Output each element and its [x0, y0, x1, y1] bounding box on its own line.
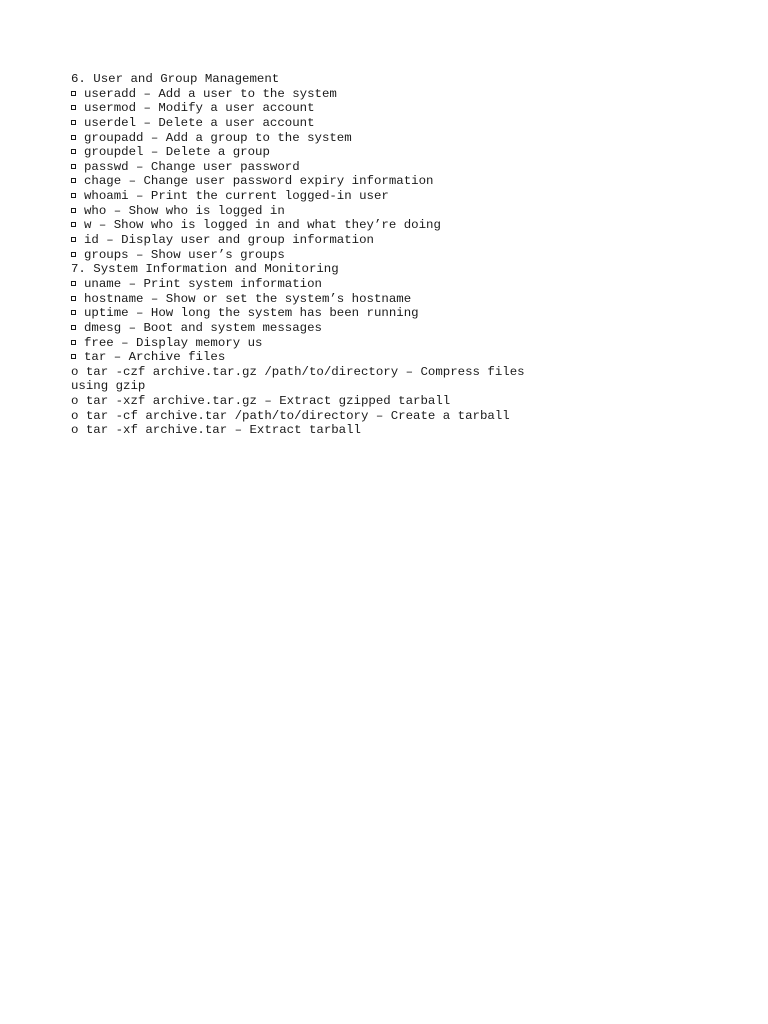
- list-item: who – Show who is logged in: [71, 204, 711, 219]
- list-item: dmesg – Boot and system messages: [71, 321, 711, 336]
- square-bullet-icon: [71, 135, 76, 140]
- sub-list-item: o tar -czf archive.tar.gz /path/to/directory – Compress files: [71, 364, 525, 379]
- list-item: uptime – How long the system has been running: [71, 306, 711, 321]
- circle-bullet-marker: o: [71, 408, 79, 423]
- square-bullet-icon: [71, 208, 76, 213]
- list-item: uname – Print system information: [71, 277, 711, 292]
- sub-list-item: o tar -xzf archive.tar.gz – Extract gzipped tarball: [71, 394, 451, 409]
- list-item: tar – Archive files: [71, 350, 711, 365]
- list-item: free – Display memory us: [71, 336, 711, 351]
- square-bullet-icon: [71, 193, 76, 198]
- square-bullet-icon: [71, 91, 76, 96]
- circle-bullet-marker: o: [71, 394, 79, 409]
- circle-bullet-marker: o: [71, 423, 79, 438]
- square-bullet-icon: [71, 310, 76, 315]
- section-heading: 6. User and Group Management: [71, 72, 280, 86]
- square-bullet-icon: [71, 120, 76, 125]
- sub-list-item-continuation: using gzip: [71, 379, 146, 394]
- circle-bullet-marker: o: [71, 364, 79, 379]
- section-heading: 7. System Information and Monitoring: [71, 262, 339, 277]
- list-item: groups – Show user’s groups: [71, 248, 711, 263]
- list-item: passwd – Change user password: [71, 160, 711, 175]
- square-bullet-icon: [71, 252, 76, 257]
- list-item: id – Display user and group information: [71, 233, 711, 248]
- square-bullet-icon: [71, 222, 76, 227]
- list-item: groupdel – Delete a group: [71, 145, 711, 160]
- sub-list-item: o tar -cf archive.tar /path/to/directory – Create a tarball: [71, 408, 510, 423]
- square-bullet-icon: [71, 325, 76, 330]
- square-bullet-icon: [71, 164, 76, 169]
- square-bullet-icon: [71, 105, 76, 110]
- square-bullet-icon: [71, 296, 76, 301]
- list-item: chage – Change user password expiry information: [71, 174, 711, 189]
- document-page: [71, 72, 711, 438]
- square-bullet-icon: [71, 354, 76, 359]
- list-item: useradd – Add a user to the system: [71, 87, 711, 102]
- square-bullet-icon: [71, 281, 76, 286]
- list-item: userdel – Delete a user account: [71, 116, 711, 131]
- square-bullet-icon: [71, 149, 76, 154]
- square-bullet-icon: [71, 340, 76, 345]
- sub-list-item: o tar -xf archive.tar – Extract tarball: [71, 423, 361, 438]
- square-bullet-icon: [71, 178, 76, 183]
- list-item: whoami – Print the current logged-in user: [71, 189, 711, 204]
- list-item: w – Show who is logged in and what they’re doing: [71, 218, 711, 233]
- square-bullet-icon: [71, 237, 76, 242]
- list-item: hostname – Show or set the system’s hostname: [71, 292, 711, 307]
- list-item: usermod – Modify a user account: [71, 101, 711, 116]
- list-item: groupadd – Add a group to the system: [71, 131, 711, 146]
